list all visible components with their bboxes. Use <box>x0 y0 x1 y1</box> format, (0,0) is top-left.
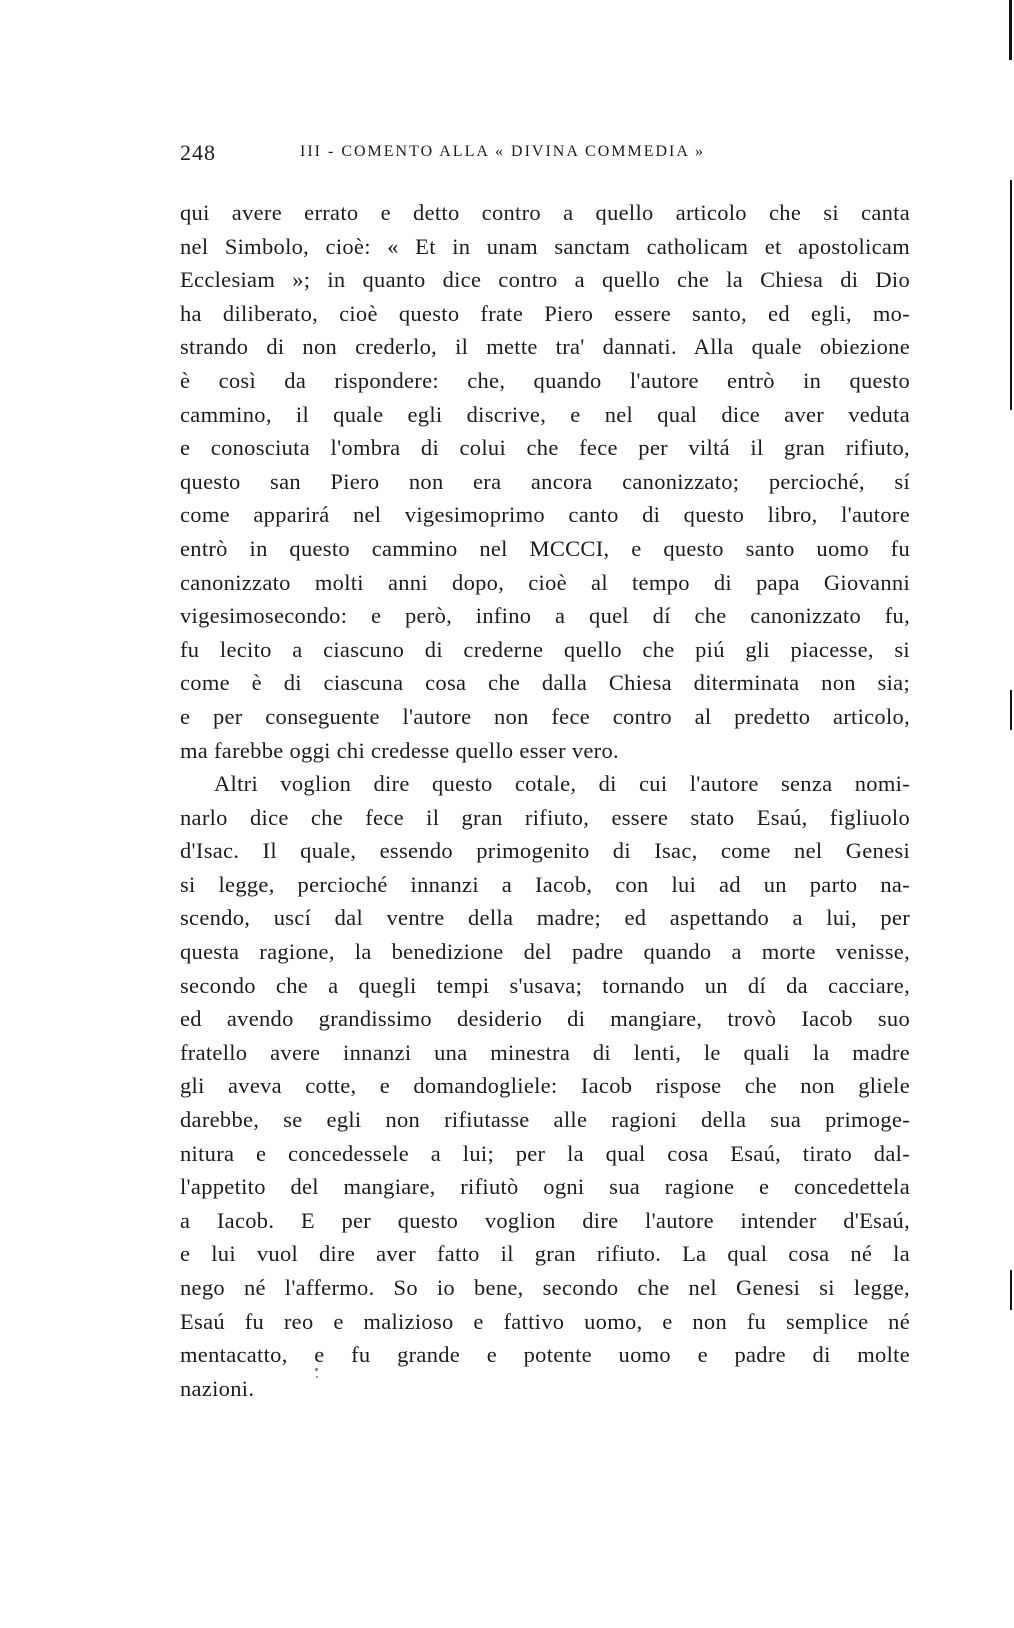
text-line: nazioni. <box>180 1375 255 1401</box>
text-line: ma farebbe oggi chi credesse quello esser vero. <box>180 737 619 763</box>
page-edge-mark <box>1010 690 1012 730</box>
text-line: darebbe, se egli non rifiutasse alle ragioni della sua primoge- <box>180 1107 910 1133</box>
running-title: III - COMENTO ALLA « DIVINA COMMEDIA » <box>300 143 706 160</box>
text-line: canonizzato molti anni dopo, cioè al tempo di papa Giovanni <box>180 569 910 595</box>
print-speck <box>315 1368 318 1371</box>
page-edge-mark <box>1010 180 1012 410</box>
text-line: come apparirá nel vigesimoprimo canto di questo libro, l'autore <box>180 502 910 528</box>
text-line: questa ragione, la benedizione del padre quando a morte venisse, <box>180 939 910 965</box>
text-line: narlo dice che fece il gran rifiuto, essere stato Esaú, figliuolo <box>180 804 910 830</box>
text-line: e per conseguente l'autore non fece contro al predetto articolo, <box>180 703 910 729</box>
text-line: nego né l'affermo. So io bene, secondo che nel Genesi si legge, <box>180 1275 910 1300</box>
page-edge-mark <box>1010 1270 1012 1310</box>
page-edge-mark <box>1009 0 1012 60</box>
text-line: fu lecito a ciascuno di crederne quello che piú gli piacesse, si <box>180 636 910 662</box>
text-line: qui avere errato e detto contro a quello articolo che si canta <box>180 200 910 225</box>
text-line: è così da rispondere: che, quando l'autore entrò in questo <box>180 367 910 393</box>
text-line: strando di non crederlo, il mette tra' dannati. Alla quale obiezione <box>180 334 910 360</box>
body-text <box>180 196 910 1405</box>
text-line: come è di ciascuna cosa che dalla Chiesa diterminata non sia; <box>180 670 910 696</box>
text-line: fratello avere innanzi una minestra di lenti, le quali la madre <box>180 1039 910 1065</box>
page-number: 248 <box>180 140 216 165</box>
text-line: entrò in questo cammino nel MCCCI, e questo santo uomo fu <box>180 535 910 561</box>
text-line: vigesimosecondo: e però, infino a quel dí che canonizzato fu, <box>180 603 910 629</box>
text-line: gli aveva cotte, e domandogliele: Iacob rispose che non gliele <box>180 1073 910 1099</box>
text-line: e conosciuta l'ombra di colui che fece per viltá il gran rifiuto, <box>180 435 910 461</box>
text-line: Ecclesiam »; in quanto dice contro a quello che la Chiesa di Dio <box>180 267 910 293</box>
text-line: l'appetito del mangiare, rifiutò ogni sua ragione e concedettela <box>180 1174 910 1200</box>
text-line: nel Simbolo, cioè: « Et in unam sanctam catholicam et apostolicam <box>180 233 910 259</box>
text-line: a Iacob. E per questo voglion dire l'autore intender d'Esaú, <box>180 1207 910 1233</box>
text-line: si legge, percioché innanzi a Iacob, con lui ad un parto na- <box>180 871 910 897</box>
text-line: e lui vuol dire aver fatto il gran rifiuto. La qual cosa né la <box>180 1241 910 1267</box>
text-line: nitura e concedessele a lui; per la qual cosa Esaú, tirato dal- <box>180 1140 910 1166</box>
text-line: scendo, uscí dal ventre della madre; ed aspettando a lui, per <box>180 905 910 931</box>
text-line: Altri voglion dire questo cotale, di cui l'autore senza nomi- <box>214 771 910 797</box>
text-line: d'Isac. Il quale, essendo primogenito di Isac, come nel Genesi <box>180 838 910 864</box>
paragraph-2 <box>180 767 910 1405</box>
text-line: cammino, il quale egli discrive, e nel qual dice aver veduta <box>180 401 910 427</box>
text-line: mentacatto, e fu grande e potente uomo e padre di molte <box>180 1342 910 1368</box>
print-speck <box>316 1376 318 1378</box>
paragraph-1 <box>180 196 910 767</box>
text-line: questo san Piero non era ancora canonizzato; percioché, sí <box>180 468 910 494</box>
text-line: secondo che a quegli tempi s'usava; tornando un dí da cacciare, <box>180 972 910 998</box>
running-head <box>180 140 910 168</box>
text-line: ha diliberato, cioè questo frate Piero essere santo, ed egli, mo- <box>180 300 910 326</box>
text-line: Esaú fu reo e malizioso e fattivo uomo, e non fu semplice né <box>180 1308 910 1334</box>
text-line: ed avendo grandissimo desiderio di mangiare, trovò Iacob suo <box>180 1006 910 1032</box>
